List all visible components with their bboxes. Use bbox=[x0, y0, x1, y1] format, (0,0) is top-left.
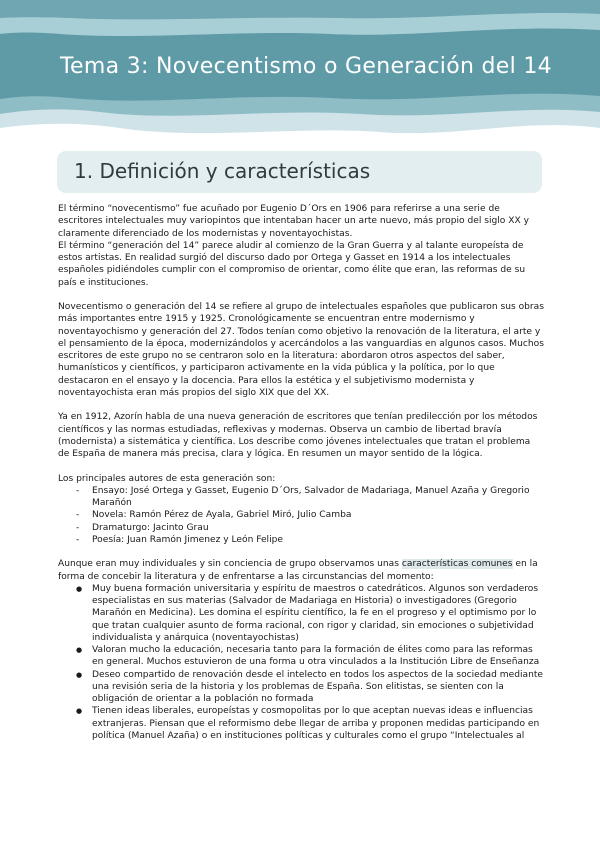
document-body bbox=[58, 203, 544, 742]
list-item: - Poesía: Juan Ramón Jimenez y León Felipe bbox=[76, 534, 544, 546]
paragraph-4: Ya en 1912, Azorín habla de una nueva generación de escritores que tenían predilección por los métodos científicos y las normas estudiadas, reflexivas y modernas. Observa un cambio de libertad bravía (modernista) a sistemática y científica. Los describe como jóvenes intelectuales que tratan el problema de España de manera más precisa, clara y lógica. En resumen un mayor sentido de la lógica. bbox=[58, 412, 538, 459]
intro-text-after: en la forma de concebir la literatura y de enfrentarse a las circunstancias del momento: bbox=[58, 559, 538, 582]
paragraph-5: Los principales autores de esta generación son: bbox=[58, 473, 276, 484]
intro-text-before: Aunque eran muy individuales y sin conciencia de grupo observamos unas bbox=[58, 559, 402, 570]
paragraph-3: Novecentismo o generación del 14 se refiere al grupo de intelectuales españoles que publicaron sus obras más importantes entre 1915 y 1925. Cronológicamente se encuentran entre modernismo y noventayochismo y generación del 27. Todos tenían como objetivo la renovación de la literatura, el arte y el pensamiento de la época, modernizándolos y acercándolos a las vanguardias en algunos casos. Muchos escritores de este grupo no se centraron solo en la literatura: abordaron otros aspectos del saber, humanísticos y científicos, y participaron activamente en la vida pública y la política, por lo que destacaron en el ensayo y la docencia. Para ellos la estética y el subjetivismo modernista y noventayochista eran más propios del siglo XIX que del XX. bbox=[58, 302, 544, 398]
list-item: - Ensayo: José Ortega y Gasset, Eugenio D´Ors, Salvador de Madariaga, Manuel Azaña y Gregorio Marañón bbox=[76, 485, 544, 510]
section-heading-box bbox=[57, 151, 542, 193]
highlighted-term: características comunes bbox=[401, 559, 513, 570]
paragraph-2: El término “generación del 14” parece aludir al comienzo de la Gran Guerra y al talante europeísta de estos artistas. En realidad surgió del discurso dado por Ortega y Gasset en 1914 a los intelectuales españoles pidiéndoles cumplir con el compromiso de orientar, como élite que eran, las reformas de su país e instituciones. bbox=[58, 240, 526, 288]
list-item: - Novela: Ramón Pérez de Ayala, Gabriel Miró, Julio Camba bbox=[76, 509, 544, 521]
characteristics-intro bbox=[58, 558, 544, 583]
authors-list bbox=[58, 485, 544, 546]
list-item: ● Deseo compartido de renovación desde el intelecto en todos los aspectos de la sociedad mediante una revisión seria de la historia y los problemas de España. Son elitistas, se sienten con la obligación de orientar a la población no formada bbox=[76, 669, 544, 706]
banner-title: Tema 3: Novecentismo o Generación del 14 bbox=[60, 54, 552, 79]
list-item: ● Tienen ideas liberales, europeístas y cosmopolitas por lo que aceptan nuevas ideas e influencias extranjeras. Piensan que el reformismo debe llegar de arriba y proponen medidas participando en política (Manuel Azaña) o en instituciones políticas y culturales como el grupo “Intelectuales al bbox=[76, 705, 544, 742]
list-item: ● Valoran mucho la educación, necesaria tanto para la formación de élites como para las reformas en general. Muchos estuvieron de una forma u otra vinculados a la Institución Libre de Enseñanza bbox=[76, 644, 544, 669]
characteristics-list bbox=[58, 583, 544, 742]
list-item: - Dramaturgo: Jacinto Grau bbox=[76, 522, 544, 534]
list-item: ● Muy buena formación universitaria y espíritu de maestros o catedráticos. Algunos son verdaderos especialistas en sus materias (Salvador de Madariaga en Historia) o investigadores (Gregorio Marañón en Medicina). Les domina el espíritu científico, la fe en el progreso y el optimismo por lo que tratan cualquier asunto de forma racional, con rigor y claridad, sin emociones o subjetividad individualista y anárquica (noventayochistas) bbox=[76, 583, 544, 644]
paragraph-1: El término “novecentismo” fue acuñado por Eugenio D´Ors en 1906 para referirse a una serie de escritores intelectuales muy variopintos que intentaban hacer un arte nuevo, más propio del siglo XX y claramente diferenciado de los modernistas y noventayochistas. bbox=[58, 204, 529, 239]
section-title: 1. Definición y características bbox=[74, 159, 371, 183]
